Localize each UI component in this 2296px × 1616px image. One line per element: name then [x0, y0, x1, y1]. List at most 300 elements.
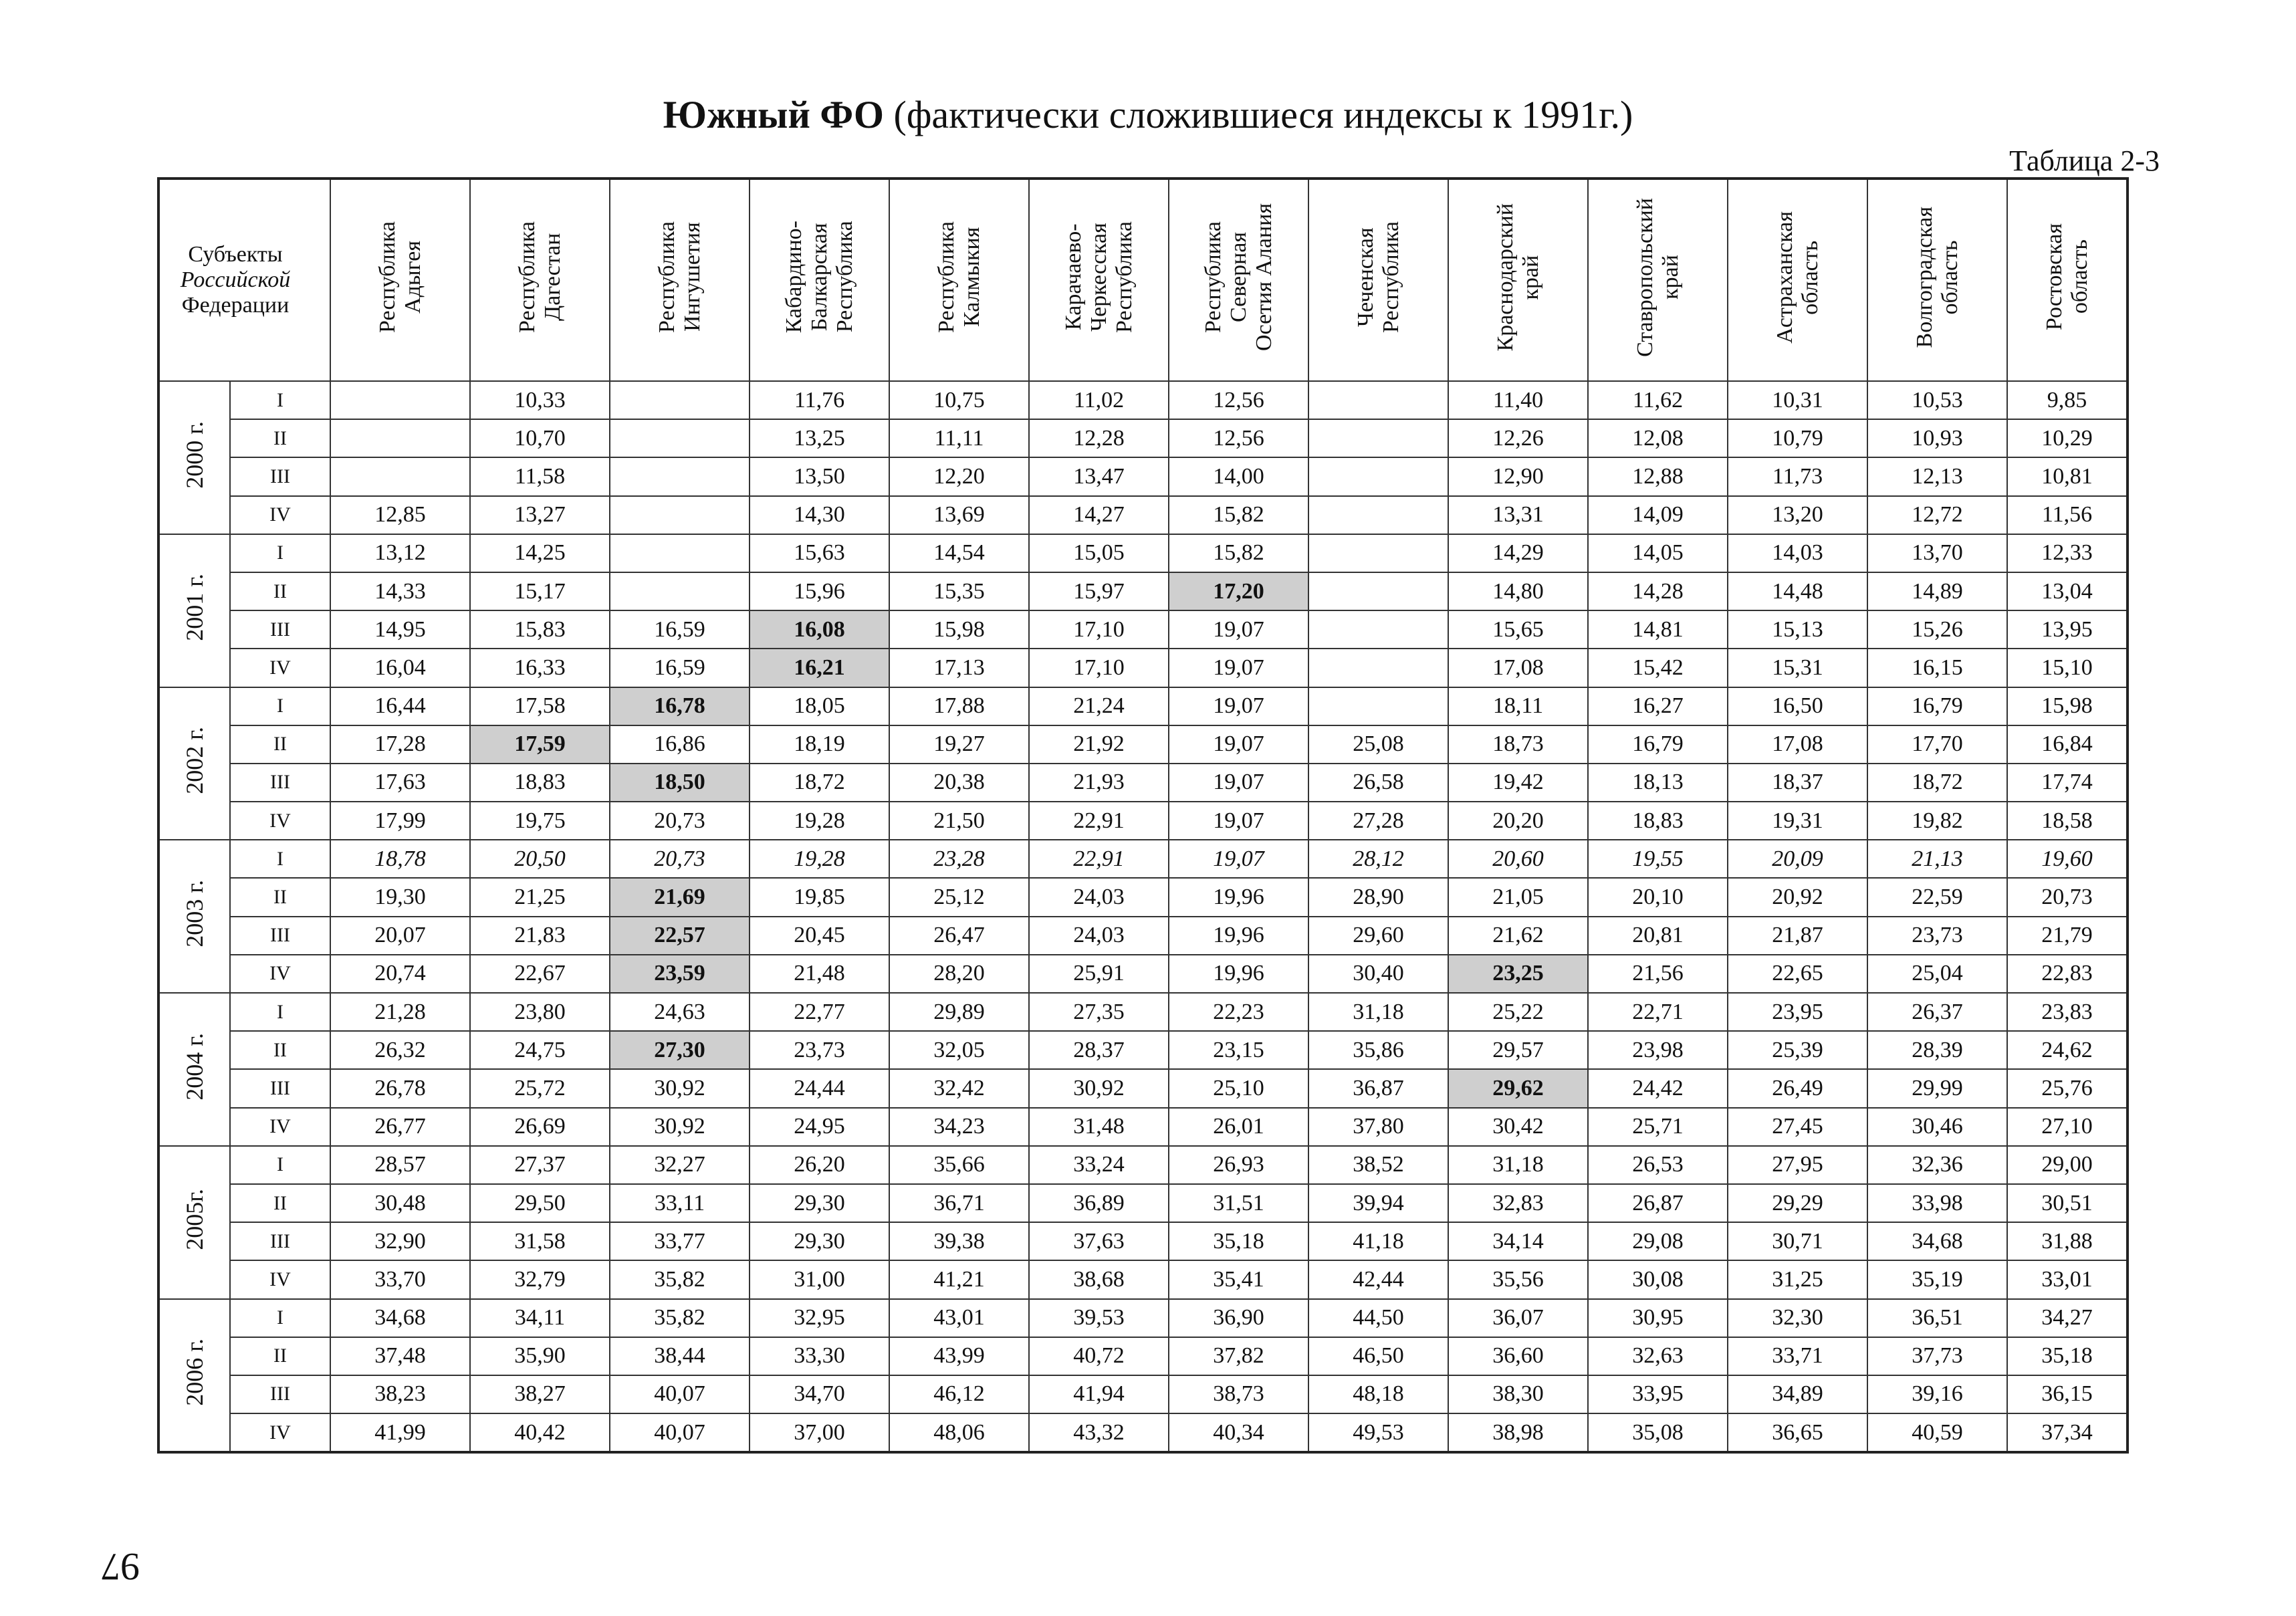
value-cell: 35,41 — [1169, 1260, 1308, 1298]
column-header — [330, 179, 470, 381]
value-cell: 38,30 — [1448, 1375, 1588, 1413]
value-cell: 28,90 — [1308, 878, 1448, 916]
value-cell: 27,28 — [1308, 802, 1448, 840]
value-cell: 15,26 — [1867, 610, 2007, 649]
value-cell: 20,73 — [2007, 878, 2128, 916]
value-cell: 32,63 — [1588, 1337, 1728, 1375]
value-cell: 22,91 — [1029, 802, 1169, 840]
value-cell: 24,95 — [750, 1108, 889, 1146]
value-cell: 28,39 — [1867, 1031, 2007, 1069]
value-cell: 48,06 — [889, 1413, 1029, 1452]
value-cell: 30,51 — [2007, 1184, 2128, 1222]
value-cell: 22,65 — [1728, 955, 1867, 993]
quarter-cell: II — [230, 725, 330, 764]
value-cell: 19,07 — [1169, 802, 1308, 840]
quarter-cell: II — [230, 878, 330, 916]
value-cell: 31,58 — [470, 1222, 610, 1260]
table-row — [158, 1375, 2128, 1413]
value-cell: 25,72 — [470, 1069, 610, 1107]
value-cell: 24,42 — [1588, 1069, 1728, 1107]
column-header-label: Республика Ингушетия — [654, 221, 705, 333]
value-cell: 22,57 — [610, 917, 750, 955]
quarter-cell: IV — [230, 802, 330, 840]
value-cell: 17,63 — [330, 764, 470, 802]
table-row — [158, 878, 2128, 916]
value-cell: 19,82 — [1867, 802, 2007, 840]
value-cell: 32,36 — [1867, 1146, 2007, 1184]
value-cell — [610, 381, 750, 419]
value-cell: 12,13 — [1867, 457, 2007, 495]
value-cell: 21,05 — [1448, 878, 1588, 916]
table-body — [158, 381, 2128, 1452]
value-cell — [610, 534, 750, 572]
quarter-cell: IV — [230, 1413, 330, 1452]
value-cell: 10,93 — [1867, 419, 2007, 457]
value-cell: 25,04 — [1867, 955, 2007, 993]
value-cell: 15,98 — [889, 610, 1029, 649]
value-cell: 31,51 — [1169, 1184, 1308, 1222]
quarter-cell: IV — [230, 955, 330, 993]
column-header — [2007, 179, 2128, 381]
value-cell: 14,81 — [1588, 610, 1728, 649]
table-row — [158, 1337, 2128, 1375]
value-cell: 17,10 — [1029, 649, 1169, 687]
value-cell: 21,24 — [1029, 687, 1169, 725]
value-cell: 14,89 — [1867, 572, 2007, 610]
table-row — [158, 1299, 2128, 1337]
value-cell: 32,83 — [1448, 1184, 1588, 1222]
value-cell: 21,79 — [2007, 917, 2128, 955]
value-cell: 20,09 — [1728, 840, 1867, 878]
value-cell: 26,49 — [1728, 1069, 1867, 1107]
value-cell: 12,28 — [1029, 419, 1169, 457]
column-header-label: Республика Адыгея — [374, 221, 425, 333]
value-cell: 23,73 — [750, 1031, 889, 1069]
value-cell: 32,90 — [330, 1222, 470, 1260]
value-cell: 17,99 — [330, 802, 470, 840]
value-cell: 20,07 — [330, 917, 470, 955]
quarter-cell: III — [230, 1069, 330, 1107]
year-label: 2001 г. — [181, 574, 208, 641]
column-header-label: Ростовская область — [2041, 223, 2092, 331]
value-cell — [330, 419, 470, 457]
value-cell: 20,81 — [1588, 917, 1728, 955]
value-cell: 32,05 — [889, 1031, 1029, 1069]
value-cell: 34,68 — [330, 1299, 470, 1337]
value-cell: 40,42 — [470, 1413, 610, 1452]
value-cell: 15,13 — [1728, 610, 1867, 649]
column-header — [1867, 179, 2007, 381]
value-cell: 21,28 — [330, 993, 470, 1031]
value-cell: 14,33 — [330, 572, 470, 610]
value-cell: 28,57 — [330, 1146, 470, 1184]
value-cell: 27,95 — [1728, 1146, 1867, 1184]
value-cell: 15,05 — [1029, 534, 1169, 572]
value-cell: 23,80 — [470, 993, 610, 1031]
value-cell — [1308, 419, 1448, 457]
value-cell: 31,00 — [750, 1260, 889, 1298]
value-cell: 20,50 — [470, 840, 610, 878]
value-cell: 33,11 — [610, 1184, 750, 1222]
value-cell: 12,08 — [1588, 419, 1728, 457]
value-cell: 33,95 — [1588, 1375, 1728, 1413]
value-cell: 34,89 — [1728, 1375, 1867, 1413]
value-cell: 19,85 — [750, 878, 889, 916]
value-cell: 38,23 — [330, 1375, 470, 1413]
value-cell: 27,37 — [470, 1146, 610, 1184]
value-cell: 15,98 — [2007, 687, 2128, 725]
value-cell: 43,99 — [889, 1337, 1029, 1375]
value-cell: 19,28 — [750, 840, 889, 878]
year-label: 2002 г. — [181, 727, 208, 794]
value-cell: 15,35 — [889, 572, 1029, 610]
value-cell — [1308, 534, 1448, 572]
value-cell: 11,02 — [1029, 381, 1169, 419]
value-cell — [1308, 610, 1448, 649]
value-cell: 42,44 — [1308, 1260, 1448, 1298]
value-cell: 31,88 — [2007, 1222, 2128, 1260]
quarter-cell: II — [230, 572, 330, 610]
quarter-cell: IV — [230, 649, 330, 687]
table-row — [158, 1069, 2128, 1107]
page-number: 97 — [101, 1545, 140, 1589]
value-cell: 18,37 — [1728, 764, 1867, 802]
value-cell: 26,32 — [330, 1031, 470, 1069]
value-cell: 20,73 — [610, 802, 750, 840]
table-row — [158, 1222, 2128, 1260]
value-cell: 37,80 — [1308, 1108, 1448, 1146]
page-title — [0, 92, 2296, 137]
value-cell — [1308, 381, 1448, 419]
value-cell: 22,91 — [1029, 840, 1169, 878]
quarter-cell: III — [230, 1222, 330, 1260]
value-cell: 40,07 — [610, 1413, 750, 1452]
value-cell: 21,62 — [1448, 917, 1588, 955]
value-cell: 15,83 — [470, 610, 610, 649]
value-cell: 30,46 — [1867, 1108, 2007, 1146]
value-cell: 22,71 — [1588, 993, 1728, 1031]
value-cell: 35,86 — [1308, 1031, 1448, 1069]
year-label: 2003 г. — [181, 879, 208, 947]
value-cell: 26,58 — [1308, 764, 1448, 802]
value-cell: 26,93 — [1169, 1146, 1308, 1184]
value-cell: 24,63 — [610, 993, 750, 1031]
value-cell: 12,56 — [1169, 381, 1308, 419]
value-cell: 10,75 — [889, 381, 1029, 419]
value-cell: 9,85 — [2007, 381, 2128, 419]
value-cell: 19,27 — [889, 725, 1029, 764]
value-cell: 41,99 — [330, 1413, 470, 1452]
value-cell: 15,31 — [1728, 649, 1867, 687]
column-header-label: Краснодарский край — [1492, 203, 1543, 352]
column-header-label: Республика Северная Осетия Алания — [1200, 203, 1276, 351]
table-row — [158, 572, 2128, 610]
table-row — [158, 955, 2128, 993]
quarter-cell: IV — [230, 496, 330, 534]
value-cell: 24,75 — [470, 1031, 610, 1069]
value-cell: 28,20 — [889, 955, 1029, 993]
value-cell: 29,29 — [1728, 1184, 1867, 1222]
value-cell: 13,20 — [1728, 496, 1867, 534]
value-cell: 17,70 — [1867, 725, 2007, 764]
value-cell: 14,80 — [1448, 572, 1588, 610]
value-cell: 28,37 — [1029, 1031, 1169, 1069]
value-cell: 23,95 — [1728, 993, 1867, 1031]
value-cell: 15,65 — [1448, 610, 1588, 649]
value-cell: 18,83 — [470, 764, 610, 802]
value-cell: 12,88 — [1588, 457, 1728, 495]
value-cell: 13,27 — [470, 496, 610, 534]
column-header — [1448, 179, 1588, 381]
table-row — [158, 649, 2128, 687]
value-cell: 16,84 — [2007, 725, 2128, 764]
value-cell — [610, 419, 750, 457]
value-cell: 19,07 — [1169, 649, 1308, 687]
column-header-label: Кабардино- Балкарская Республика — [781, 221, 857, 334]
value-cell: 35,19 — [1867, 1260, 2007, 1298]
value-cell: 40,07 — [610, 1375, 750, 1413]
value-cell: 21,48 — [750, 955, 889, 993]
value-cell: 29,30 — [750, 1184, 889, 1222]
value-cell: 30,95 — [1588, 1299, 1728, 1337]
value-cell: 23,83 — [2007, 993, 2128, 1031]
value-cell: 19,07 — [1169, 725, 1308, 764]
quarter-cell: I — [230, 840, 330, 878]
quarter-cell: II — [230, 1031, 330, 1069]
table-row — [158, 802, 2128, 840]
value-cell: 19,07 — [1169, 687, 1308, 725]
quarter-cell: III — [230, 1375, 330, 1413]
value-cell: 10,79 — [1728, 419, 1867, 457]
value-cell — [1308, 649, 1448, 687]
value-cell: 13,25 — [750, 419, 889, 457]
value-cell: 23,25 — [1448, 955, 1588, 993]
value-cell: 17,13 — [889, 649, 1029, 687]
value-cell: 22,77 — [750, 993, 889, 1031]
value-cell: 32,42 — [889, 1069, 1029, 1107]
value-cell: 12,72 — [1867, 496, 2007, 534]
value-cell: 16,59 — [610, 649, 750, 687]
quarter-cell: IV — [230, 1260, 330, 1298]
value-cell: 10,29 — [2007, 419, 2128, 457]
value-cell: 15,82 — [1169, 496, 1308, 534]
value-cell: 18,05 — [750, 687, 889, 725]
quarter-cell: II — [230, 419, 330, 457]
value-cell: 36,89 — [1029, 1184, 1169, 1222]
value-cell: 26,87 — [1588, 1184, 1728, 1222]
value-cell: 16,15 — [1867, 649, 2007, 687]
value-cell: 21,87 — [1728, 917, 1867, 955]
value-cell: 22,67 — [470, 955, 610, 993]
value-cell: 41,21 — [889, 1260, 1029, 1298]
value-cell: 21,25 — [470, 878, 610, 916]
value-cell: 35,82 — [610, 1299, 750, 1337]
corner-line-1: Субъекты — [188, 242, 283, 267]
value-cell: 19,55 — [1588, 840, 1728, 878]
value-cell: 24,03 — [1029, 878, 1169, 916]
column-header-label: Волгоградская область — [1912, 206, 1962, 348]
value-cell: 21,83 — [470, 917, 610, 955]
column-header-label: Республика Дагестан — [514, 221, 565, 333]
value-cell: 14,54 — [889, 534, 1029, 572]
year-cell — [158, 1146, 230, 1299]
quarter-cell: II — [230, 1184, 330, 1222]
value-cell — [610, 496, 750, 534]
value-cell: 20,10 — [1588, 878, 1728, 916]
value-cell — [330, 381, 470, 419]
value-cell: 44,50 — [1308, 1299, 1448, 1337]
value-cell: 46,50 — [1308, 1337, 1448, 1375]
value-cell: 30,92 — [1029, 1069, 1169, 1107]
table-row — [158, 1413, 2128, 1452]
quarter-cell: II — [230, 1337, 330, 1375]
value-cell: 29,60 — [1308, 917, 1448, 955]
value-cell: 12,20 — [889, 457, 1029, 495]
value-cell: 32,79 — [470, 1260, 610, 1298]
value-cell: 41,94 — [1029, 1375, 1169, 1413]
year-cell — [158, 534, 230, 687]
value-cell: 38,44 — [610, 1337, 750, 1375]
value-cell: 13,47 — [1029, 457, 1169, 495]
value-cell: 18,58 — [2007, 802, 2128, 840]
value-cell: 25,22 — [1448, 993, 1588, 1031]
value-cell: 11,58 — [470, 457, 610, 495]
value-cell: 28,12 — [1308, 840, 1448, 878]
value-cell: 13,69 — [889, 496, 1029, 534]
value-cell: 20,74 — [330, 955, 470, 993]
value-cell: 15,17 — [470, 572, 610, 610]
value-cell: 16,44 — [330, 687, 470, 725]
column-header-label: Ставропольский край — [1632, 197, 1683, 357]
value-cell: 30,42 — [1448, 1108, 1588, 1146]
value-cell: 14,09 — [1588, 496, 1728, 534]
value-cell: 19,28 — [750, 802, 889, 840]
value-cell: 36,07 — [1448, 1299, 1588, 1337]
value-cell: 18,72 — [1867, 764, 2007, 802]
value-cell: 21,56 — [1588, 955, 1728, 993]
value-cell: 36,87 — [1308, 1069, 1448, 1107]
value-cell: 22,83 — [2007, 955, 2128, 993]
value-cell: 21,13 — [1867, 840, 2007, 878]
value-cell: 17,59 — [470, 725, 610, 764]
value-cell — [330, 457, 470, 495]
value-cell: 19,07 — [1169, 764, 1308, 802]
value-cell: 23,73 — [1867, 917, 2007, 955]
value-cell — [610, 572, 750, 610]
value-cell: 39,38 — [889, 1222, 1029, 1260]
table-row — [158, 1108, 2128, 1146]
value-cell: 17,28 — [330, 725, 470, 764]
value-cell: 25,12 — [889, 878, 1029, 916]
value-cell: 15,42 — [1588, 649, 1728, 687]
value-cell — [1308, 687, 1448, 725]
value-cell: 34,23 — [889, 1108, 1029, 1146]
value-cell: 26,77 — [330, 1108, 470, 1146]
value-cell: 11,11 — [889, 419, 1029, 457]
value-cell: 20,92 — [1728, 878, 1867, 916]
value-cell: 22,23 — [1169, 993, 1308, 1031]
value-cell: 18,72 — [750, 764, 889, 802]
value-cell: 40,34 — [1169, 1413, 1308, 1452]
value-cell: 14,29 — [1448, 534, 1588, 572]
value-cell: 32,95 — [750, 1299, 889, 1337]
value-cell: 35,82 — [610, 1260, 750, 1298]
table-row — [158, 764, 2128, 802]
table-row — [158, 534, 2128, 572]
value-cell: 33,01 — [2007, 1260, 2128, 1298]
value-cell: 35,08 — [1588, 1413, 1728, 1452]
value-cell: 13,95 — [2007, 610, 2128, 649]
value-cell: 43,32 — [1029, 1413, 1169, 1452]
value-cell: 19,96 — [1169, 955, 1308, 993]
value-cell: 18,19 — [750, 725, 889, 764]
value-cell: 38,52 — [1308, 1146, 1448, 1184]
value-cell: 35,66 — [889, 1146, 1029, 1184]
value-cell: 19,31 — [1728, 802, 1867, 840]
value-cell: 33,77 — [610, 1222, 750, 1260]
corner-line-3: Федерации — [181, 293, 290, 318]
quarter-cell: I — [230, 381, 330, 419]
value-cell: 16,27 — [1588, 687, 1728, 725]
corner-header — [158, 179, 330, 381]
value-cell: 20,73 — [610, 840, 750, 878]
value-cell: 17,08 — [1448, 649, 1588, 687]
table-row — [158, 993, 2128, 1031]
value-cell: 34,14 — [1448, 1222, 1588, 1260]
value-cell: 16,33 — [470, 649, 610, 687]
value-cell: 14,25 — [470, 534, 610, 572]
value-cell — [1308, 457, 1448, 495]
value-cell: 24,03 — [1029, 917, 1169, 955]
year-label: 2005г. — [181, 1188, 208, 1250]
value-cell: 37,63 — [1029, 1222, 1169, 1260]
value-cell: 27,45 — [1728, 1108, 1867, 1146]
value-cell: 35,56 — [1448, 1260, 1588, 1298]
value-cell: 12,56 — [1169, 419, 1308, 457]
value-cell: 39,16 — [1867, 1375, 2007, 1413]
value-cell: 21,92 — [1029, 725, 1169, 764]
table-label: Таблица 2-3 — [2009, 144, 2160, 177]
value-cell: 13,04 — [2007, 572, 2128, 610]
value-cell: 24,62 — [2007, 1031, 2128, 1069]
quarter-cell: I — [230, 993, 330, 1031]
value-cell: 19,60 — [2007, 840, 2128, 878]
value-cell: 43,01 — [889, 1299, 1029, 1337]
value-cell: 19,30 — [330, 878, 470, 916]
value-cell: 18,73 — [1448, 725, 1588, 764]
value-cell: 40,59 — [1867, 1413, 2007, 1452]
value-cell: 12,26 — [1448, 419, 1588, 457]
value-cell: 24,44 — [750, 1069, 889, 1107]
quarter-cell: I — [230, 687, 330, 725]
value-cell: 26,20 — [750, 1146, 889, 1184]
value-cell: 13,70 — [1867, 534, 2007, 572]
value-cell: 29,62 — [1448, 1069, 1588, 1107]
value-cell: 46,12 — [889, 1375, 1029, 1413]
column-header — [1588, 179, 1728, 381]
value-cell: 25,08 — [1308, 725, 1448, 764]
value-cell: 17,10 — [1029, 610, 1169, 649]
value-cell: 21,69 — [610, 878, 750, 916]
value-cell: 14,27 — [1029, 496, 1169, 534]
value-cell: 16,78 — [610, 687, 750, 725]
column-header — [889, 179, 1029, 381]
value-cell: 27,10 — [2007, 1108, 2128, 1146]
value-cell — [1308, 572, 1448, 610]
value-cell: 49,53 — [1308, 1413, 1448, 1452]
value-cell: 12,85 — [330, 496, 470, 534]
table-row — [158, 687, 2128, 725]
